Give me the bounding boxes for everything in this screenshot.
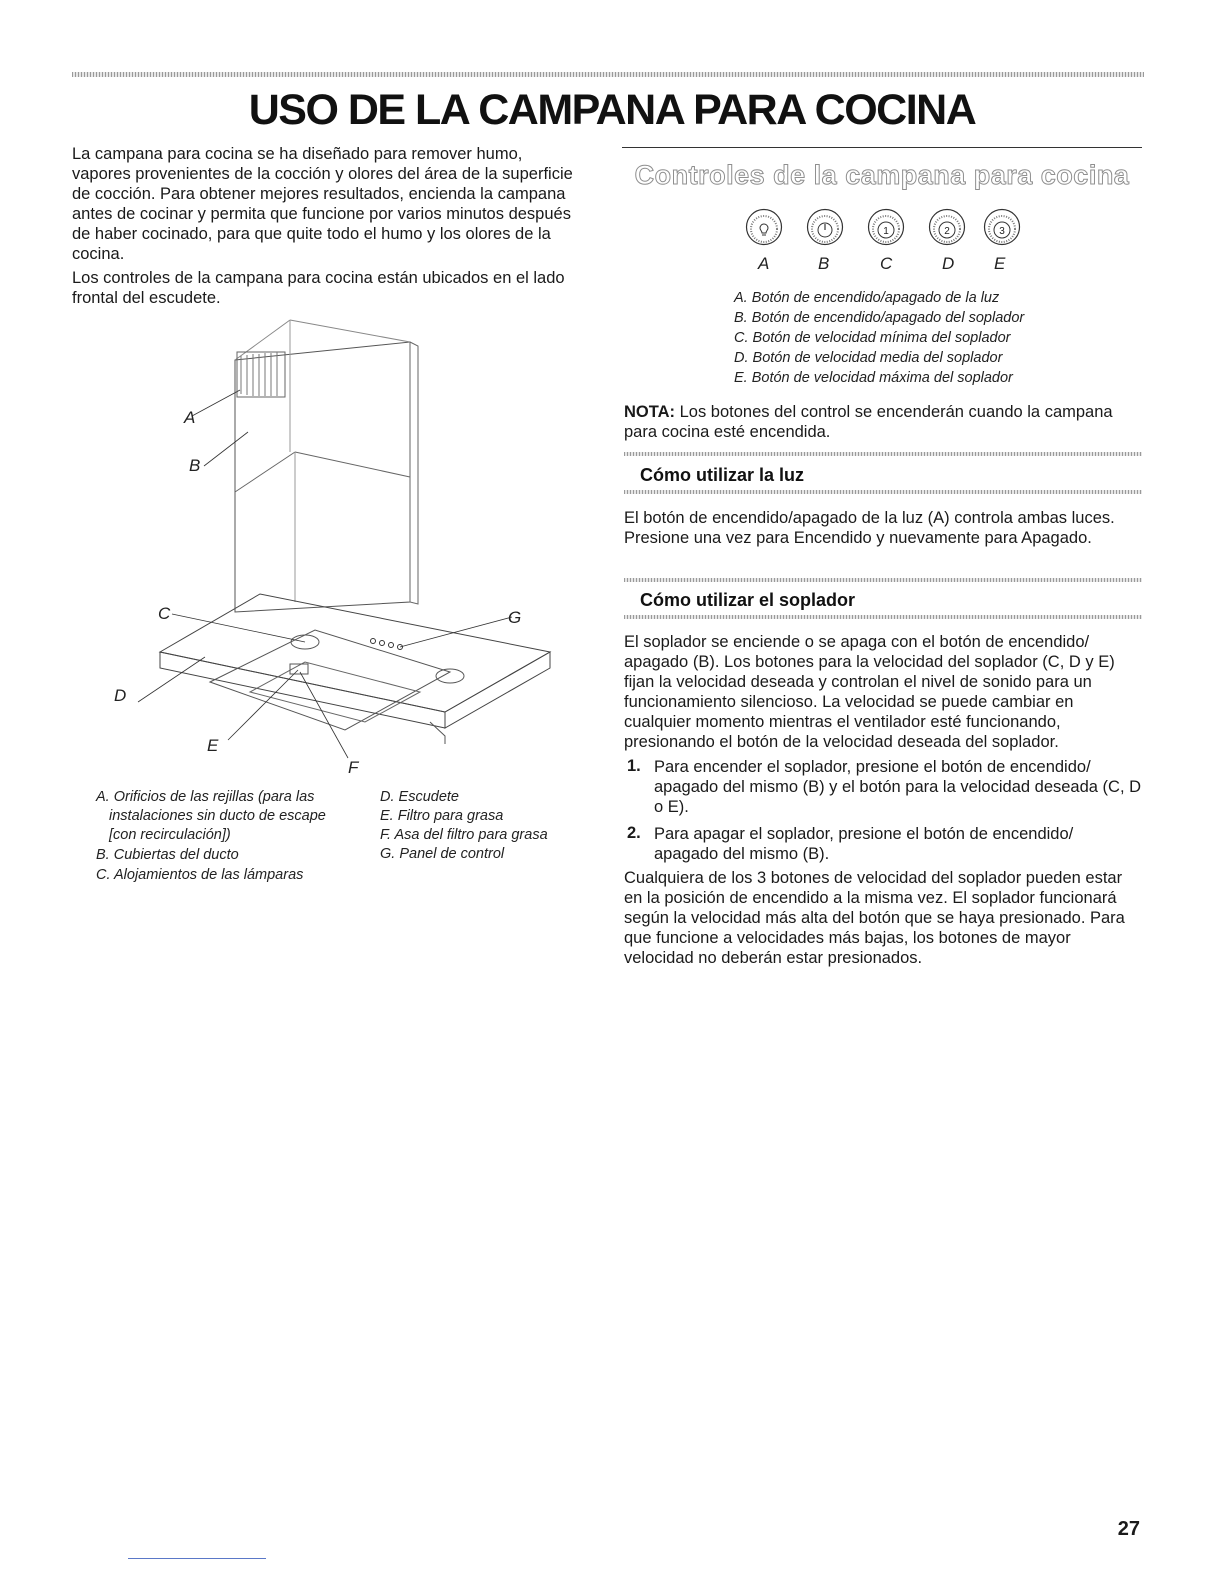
control-panel-dots	[371, 639, 403, 650]
legend-item-c: C. Alojamientos de las lámparas	[96, 867, 304, 883]
button-letter-d: D	[942, 254, 955, 273]
diagram-label-e: E	[207, 736, 219, 755]
legend-item-a-line2: instalaciones sin ducto de escape	[109, 808, 326, 824]
svg-text:1: 1	[883, 226, 889, 237]
page-number: 27	[1117, 1518, 1140, 1540]
luz-paragraph: El botón de encendido/apagado de la luz (A) controla ambas luces. Presione una vez para Encendido y nuevamente para Apagado.	[624, 509, 1115, 547]
controls-top-rule	[622, 147, 1142, 148]
legend-item-g: G. Panel de control	[380, 846, 505, 862]
button-letter-b: B	[818, 254, 830, 273]
soplador-closing-paragraph: Cualquiera de los 3 botones de velocidad del soplador pueden estar en la posición de encendido a la misma vez. El soplador funcionará según la velocidad más alta del botón que se haya presionado. Para que funcione a velocidades más bajas, los botones de mayor velocidad no deberán estar presionados.	[624, 869, 1125, 967]
soplador-bottom-hatch	[624, 615, 1142, 619]
controls-legend-d: D. Botón de velocidad media del soplador	[734, 350, 1003, 366]
top-hatch-rule	[72, 72, 1144, 77]
speed-3-button-icon	[983, 208, 1021, 246]
button-letter-a: A	[758, 254, 770, 273]
button-letter-e: E	[994, 254, 1006, 273]
legend-item-e: E. Filtro para grasa	[380, 808, 504, 824]
controls-legend-b: B. Botón de encendido/apagado del soplador	[734, 310, 1025, 326]
intro-paragraph-1: La campana para cocina se ha diseñado para remover humo, vapores provenientes de la cocción y olores del área de la superficie de cocción. Para obtener mejores resultados, encienda la campana antes de cocinar y permita que funcione por varios minutos después de haber cocinado, para que quite todo el humo y los olores de la cocina.	[72, 145, 573, 263]
controls-section-title: Controles de la campana para cocina	[634, 160, 1130, 190]
controls-legend-e: E. Botón de velocidad máxima del soplador	[734, 370, 1013, 386]
luz-bottom-hatch	[624, 490, 1142, 494]
legend-item-a: A. Orificios de las rejillas (para las	[96, 789, 315, 805]
nota-label: NOTA:	[624, 403, 676, 421]
svg-text:3: 3	[999, 226, 1005, 237]
diagram-label-c: C	[158, 604, 171, 623]
legend-item-a-line3: [con recirculación])	[109, 827, 231, 843]
diagram-label-d: D	[114, 686, 127, 705]
diagram-label-a: A	[184, 408, 196, 427]
soplador-heading: Cómo utilizar el soplador	[640, 590, 856, 610]
soplador-top-hatch	[624, 578, 1142, 582]
legend-item-b: B. Cubiertas del ducto	[96, 847, 239, 863]
diagram-label-b: B	[189, 456, 201, 475]
footer-line	[128, 1558, 266, 1559]
step-1-text: Para encender el soplador, presione el botón de encendido/ apagado del mismo (B) y el botón para la velocidad deseada (C, D o E).	[654, 758, 1142, 816]
hood-legend-right	[380, 788, 580, 864]
intro-paragraph-2: Los controles de la campana para cocina están ubicados en el lado frontal del escudete.	[72, 269, 565, 307]
controls-legend-c: C. Botón de velocidad mínima del soplador	[734, 330, 1011, 346]
diagram-label-g: G	[508, 608, 522, 627]
step-1-number: 1.	[627, 757, 641, 775]
hood-legend-left	[96, 788, 366, 885]
nota-text: Los botones del control se encenderán cuando la campana para cocina esté encendida.	[624, 403, 1113, 441]
speed-1-button-icon	[867, 208, 905, 246]
nota-paragraph	[624, 402, 1124, 442]
luz-heading: Cómo utilizar la luz	[640, 465, 805, 485]
power-button-icon	[806, 208, 844, 246]
range-hood-diagram	[100, 312, 570, 782]
controls-legend-a: A. Botón de encendido/apagado de la luz	[734, 290, 1000, 306]
step-2-number: 2.	[627, 824, 641, 842]
speed-2-button-icon	[928, 208, 966, 246]
legend-item-d: D. Escudete	[380, 789, 459, 805]
step-2-text: Para apagar el soplador, presione el botón de encendido/ apagado del mismo (B).	[654, 825, 1074, 863]
soplador-paragraph: El soplador se enciende o se apaga con el botón de encendido/ apagado (B). Los botones para la velocidad del soplador (C, D y E) fijan la velocidad deseada y controlan el nivel de sonido para un funcionamiento silencioso. La velocidad se puede cambiar en cualquier momento mientras el ventilador esté funcionando, presionando el botón de la velocidad deseada del soplador.	[624, 633, 1115, 751]
page-title: USO DE LA CAMPANA PARA COCINA	[248, 86, 976, 134]
svg-text:2: 2	[944, 226, 950, 237]
light-button-icon	[745, 208, 783, 246]
luz-top-hatch	[624, 452, 1142, 456]
legend-item-f: F. Asa del filtro para grasa	[380, 827, 548, 843]
diagram-label-f: F	[348, 758, 359, 777]
controls-legend	[734, 288, 1094, 388]
button-letter-c: C	[880, 254, 893, 273]
